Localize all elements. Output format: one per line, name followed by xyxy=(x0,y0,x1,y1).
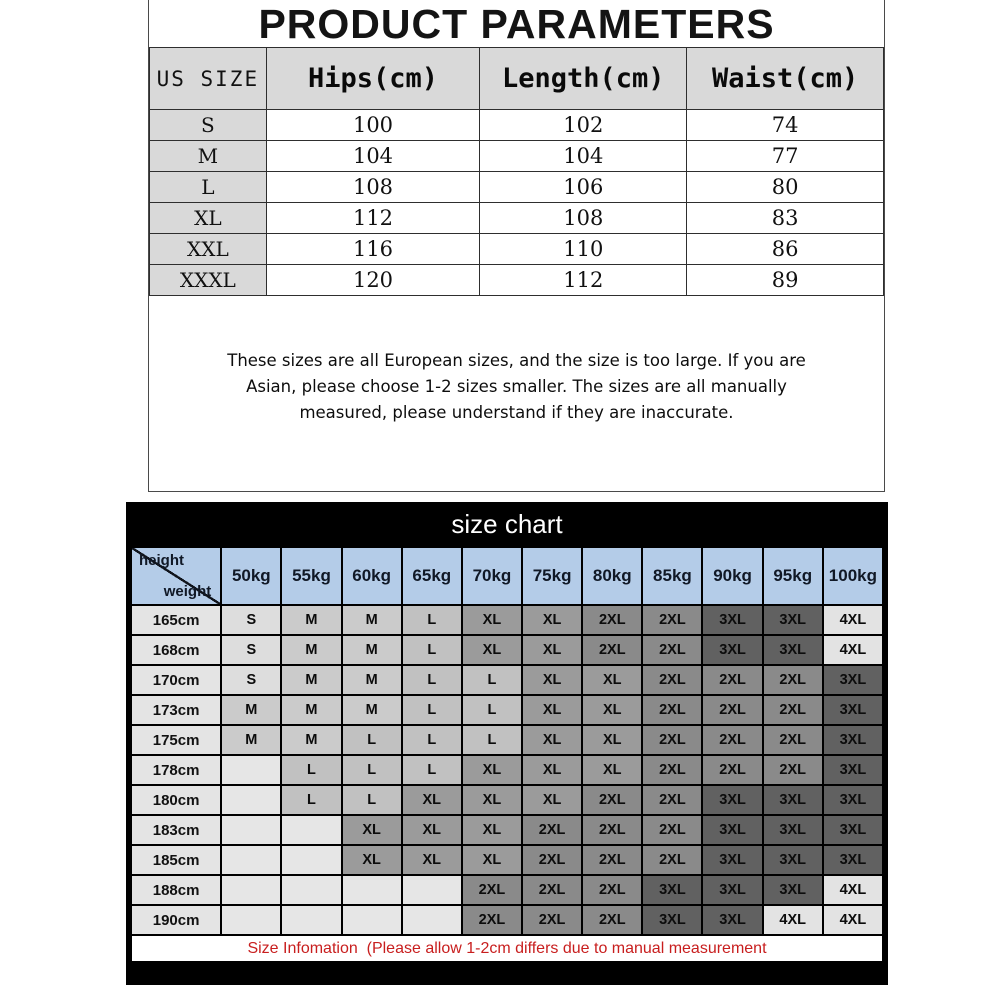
size-cell: 4XL xyxy=(823,875,883,905)
size-cell: 4XL xyxy=(823,635,883,665)
chart-row xyxy=(131,845,883,875)
size-cell: 2XL xyxy=(642,755,702,785)
size-cell: 4XL xyxy=(763,905,823,935)
size-cell: M xyxy=(221,725,281,755)
weight-header-row xyxy=(131,547,883,605)
size-cell: S xyxy=(221,665,281,695)
size-cell: 2XL xyxy=(582,635,642,665)
note-line: measured, please understand if they are inaccurate. xyxy=(299,403,734,422)
size-cell: 3XL xyxy=(823,725,883,755)
size-cell: XL xyxy=(462,815,522,845)
size-cell: L xyxy=(462,725,522,755)
size-cell: 2XL xyxy=(642,635,702,665)
size-cell: 3XL xyxy=(763,635,823,665)
weight-header-cell: 50kg xyxy=(221,547,281,605)
weight-header-cell: 80kg xyxy=(582,547,642,605)
size-cell: 2XL xyxy=(763,665,823,695)
size-cell xyxy=(342,905,402,935)
measurement-cell: 104 xyxy=(480,141,687,172)
size-cell: L xyxy=(402,665,462,695)
size-cell: M xyxy=(221,695,281,725)
measurement-cell: 116 xyxy=(266,234,480,265)
size-cell: 2XL xyxy=(522,875,582,905)
measurement-cell: 77 xyxy=(687,141,884,172)
size-cell: XL xyxy=(342,845,402,875)
size-cell xyxy=(281,815,341,845)
size-cell: 2XL xyxy=(642,725,702,755)
height-label-cell: 188cm xyxy=(131,875,221,905)
size-cell: 3XL xyxy=(763,875,823,905)
sizing-note xyxy=(149,348,884,426)
size-cell: 2XL xyxy=(582,845,642,875)
weight-header-cell: 65kg xyxy=(402,547,462,605)
size-cell xyxy=(221,785,281,815)
size-chart-title: size chart xyxy=(451,509,563,539)
size-cell: 4XL xyxy=(823,905,883,935)
measurement-cell: 100 xyxy=(266,110,480,141)
size-cell xyxy=(221,755,281,785)
measurement-cell: 120 xyxy=(266,265,480,296)
size-row xyxy=(150,110,884,141)
size-cell: L xyxy=(281,755,341,785)
product-parameters-section xyxy=(148,0,885,492)
size-cell: 3XL xyxy=(702,635,762,665)
size-cell: 3XL xyxy=(763,845,823,875)
height-label-cell: 168cm xyxy=(131,635,221,665)
size-cell: 2XL xyxy=(582,815,642,845)
size-cell xyxy=(281,905,341,935)
size-cell: 3XL xyxy=(702,905,762,935)
size-cell: 3XL xyxy=(763,815,823,845)
size-cell: M xyxy=(342,605,402,635)
chart-row xyxy=(131,755,883,785)
height-label-cell: 170cm xyxy=(131,665,221,695)
weight-header-cell: 55kg xyxy=(281,547,341,605)
size-cell: 2XL xyxy=(642,665,702,695)
size-cell: L xyxy=(342,725,402,755)
size-cell: XL xyxy=(582,665,642,695)
size-cell: 3XL xyxy=(702,815,762,845)
weight-header-cell: 70kg xyxy=(462,547,522,605)
chart-row xyxy=(131,605,883,635)
size-cell: XL xyxy=(582,725,642,755)
size-cell: 2XL xyxy=(522,815,582,845)
chart-row xyxy=(131,665,883,695)
size-cell: 3XL xyxy=(823,755,883,785)
size-cell: 2XL xyxy=(763,725,823,755)
size-cell: 2XL xyxy=(702,725,762,755)
chart-row xyxy=(131,785,883,815)
size-cell: 2XL xyxy=(763,695,823,725)
size-row xyxy=(150,265,884,296)
size-cell: XL xyxy=(522,635,582,665)
chart-row xyxy=(131,905,883,935)
size-cell: 2XL xyxy=(582,605,642,635)
chart-footer-row xyxy=(131,935,883,962)
measurement-cell: 112 xyxy=(480,265,687,296)
weight-header-cell: 60kg xyxy=(342,547,402,605)
height-weight-corner-cell xyxy=(131,547,221,605)
size-cell: 3XL xyxy=(702,605,762,635)
note-line: Asian, please choose 1-2 sizes smaller. The sizes are all manually xyxy=(246,377,787,396)
measurement-cell: 83 xyxy=(687,203,884,234)
note-line: These sizes are all European sizes, and the size is too large. If you are xyxy=(227,351,806,370)
size-cell: 3XL xyxy=(702,785,762,815)
size-row xyxy=(150,234,884,265)
size-cell: XL xyxy=(522,755,582,785)
weight-axis-label: weight xyxy=(163,583,212,600)
size-label-cell: S xyxy=(150,110,267,141)
size-cell: XL xyxy=(522,785,582,815)
size-cell: L xyxy=(402,695,462,725)
size-cell: 2XL xyxy=(642,605,702,635)
size-cell: 3XL xyxy=(823,665,883,695)
size-cell: 2XL xyxy=(522,845,582,875)
size-cell: S xyxy=(221,635,281,665)
measurement-cell: 104 xyxy=(266,141,480,172)
weight-header-cell: 85kg xyxy=(642,547,702,605)
measurement-cell: 106 xyxy=(480,172,687,203)
size-cell: M xyxy=(281,605,341,635)
column-header: Waist(cm) xyxy=(687,48,884,110)
height-label-cell: 165cm xyxy=(131,605,221,635)
size-cell: 2XL xyxy=(702,755,762,785)
size-cell: L xyxy=(342,755,402,785)
size-cell: XL xyxy=(462,785,522,815)
size-cell: 2XL xyxy=(702,695,762,725)
size-cell: 2XL xyxy=(763,755,823,785)
size-cell: 3XL xyxy=(763,785,823,815)
chart-row xyxy=(131,695,883,725)
height-label-cell: 175cm xyxy=(131,725,221,755)
size-cell: 3XL xyxy=(823,695,883,725)
chart-row xyxy=(131,725,883,755)
weight-header-cell: 90kg xyxy=(702,547,762,605)
height-label-cell: 180cm xyxy=(131,785,221,815)
size-cell: XL xyxy=(582,755,642,785)
page-title: PRODUCT PARAMETERS xyxy=(258,1,775,47)
size-cell xyxy=(221,905,281,935)
size-cell: L xyxy=(281,785,341,815)
size-row xyxy=(150,203,884,234)
weight-header-cell: 75kg xyxy=(522,547,582,605)
size-label-cell: XXXL xyxy=(150,265,267,296)
measurement-cell: 89 xyxy=(687,265,884,296)
size-cell: XL xyxy=(522,665,582,695)
size-label-cell: M xyxy=(150,141,267,172)
size-cell: L xyxy=(402,635,462,665)
measurement-cell: 86 xyxy=(687,234,884,265)
size-cell xyxy=(221,875,281,905)
size-cell: 4XL xyxy=(823,605,883,635)
height-label-cell: 183cm xyxy=(131,815,221,845)
measurement-cell: 110 xyxy=(480,234,687,265)
size-chart-table xyxy=(130,546,884,963)
size-cell: 3XL xyxy=(642,905,702,935)
size-cell xyxy=(402,905,462,935)
size-label-cell: XL xyxy=(150,203,267,234)
size-cell: 2XL xyxy=(522,905,582,935)
size-cell: M xyxy=(342,695,402,725)
size-cell: M xyxy=(281,665,341,695)
weight-header-cell: 95kg xyxy=(763,547,823,605)
chart-row xyxy=(131,635,883,665)
size-cell: S xyxy=(221,605,281,635)
size-cell: 2XL xyxy=(642,815,702,845)
size-cell: 2XL xyxy=(582,905,642,935)
size-cell: L xyxy=(462,665,522,695)
size-cell: M xyxy=(342,635,402,665)
size-chart-section xyxy=(126,502,888,985)
size-cell: XL xyxy=(462,605,522,635)
measurement-cell: 112 xyxy=(266,203,480,234)
size-label-cell: XXL xyxy=(150,234,267,265)
size-cell: 3XL xyxy=(823,815,883,845)
size-cell: 2XL xyxy=(642,845,702,875)
size-cell: XL xyxy=(402,785,462,815)
size-cell: 3XL xyxy=(642,875,702,905)
measurements-header-row xyxy=(150,48,884,110)
measurement-cell: 80 xyxy=(687,172,884,203)
height-label-cell: 173cm xyxy=(131,695,221,725)
chart-row xyxy=(131,815,883,845)
size-cell: 2XL xyxy=(462,875,522,905)
size-row xyxy=(150,172,884,203)
size-cell: XL xyxy=(522,725,582,755)
height-label-cell: 190cm xyxy=(131,905,221,935)
size-cell xyxy=(221,845,281,875)
measurement-cell: 102 xyxy=(480,110,687,141)
size-cell xyxy=(281,845,341,875)
size-label-cell: L xyxy=(150,172,267,203)
size-cell: 3XL xyxy=(823,785,883,815)
size-cell: M xyxy=(281,725,341,755)
size-cell: M xyxy=(281,635,341,665)
size-cell: 2XL xyxy=(462,905,522,935)
chart-row xyxy=(131,875,883,905)
weight-header-cell: 100kg xyxy=(823,547,883,605)
size-cell: 2XL xyxy=(642,785,702,815)
height-axis-label: height xyxy=(139,552,184,569)
size-cell: L xyxy=(342,785,402,815)
size-cell: XL xyxy=(342,815,402,845)
size-cell: XL xyxy=(522,605,582,635)
size-cell: XL xyxy=(402,815,462,845)
size-cell: XL xyxy=(522,695,582,725)
size-cell: L xyxy=(462,695,522,725)
size-cell: 3XL xyxy=(702,845,762,875)
size-cell xyxy=(342,875,402,905)
height-label-cell: 185cm xyxy=(131,845,221,875)
size-cell: XL xyxy=(402,845,462,875)
size-cell xyxy=(402,875,462,905)
size-cell: 3XL xyxy=(823,845,883,875)
measurement-cell: 108 xyxy=(480,203,687,234)
size-cell xyxy=(281,875,341,905)
size-cell: 2XL xyxy=(702,665,762,695)
measurement-cell: 74 xyxy=(687,110,884,141)
size-cell: M xyxy=(281,695,341,725)
column-header: Length(cm) xyxy=(480,48,687,110)
size-cell: 2XL xyxy=(582,875,642,905)
size-cell: XL xyxy=(462,635,522,665)
size-cell: 2XL xyxy=(642,695,702,725)
size-row xyxy=(150,141,884,172)
size-cell xyxy=(221,815,281,845)
size-cell: 3XL xyxy=(702,875,762,905)
column-header: Hips(cm) xyxy=(266,48,480,110)
size-cell: XL xyxy=(582,695,642,725)
size-cell: L xyxy=(402,725,462,755)
size-cell: 2XL xyxy=(582,785,642,815)
us-size-header: US SIZE xyxy=(150,48,267,110)
size-cell: XL xyxy=(462,755,522,785)
size-cell: L xyxy=(402,755,462,785)
size-cell: L xyxy=(402,605,462,635)
measurement-cell: 108 xyxy=(266,172,480,203)
size-information-note: Size Infomation (Please allow 1-2cm differs due to manual measurement xyxy=(131,935,883,962)
measurements-table xyxy=(149,47,884,296)
height-label-cell: 178cm xyxy=(131,755,221,785)
size-cell: M xyxy=(342,665,402,695)
size-cell: XL xyxy=(462,845,522,875)
size-cell: 3XL xyxy=(763,605,823,635)
